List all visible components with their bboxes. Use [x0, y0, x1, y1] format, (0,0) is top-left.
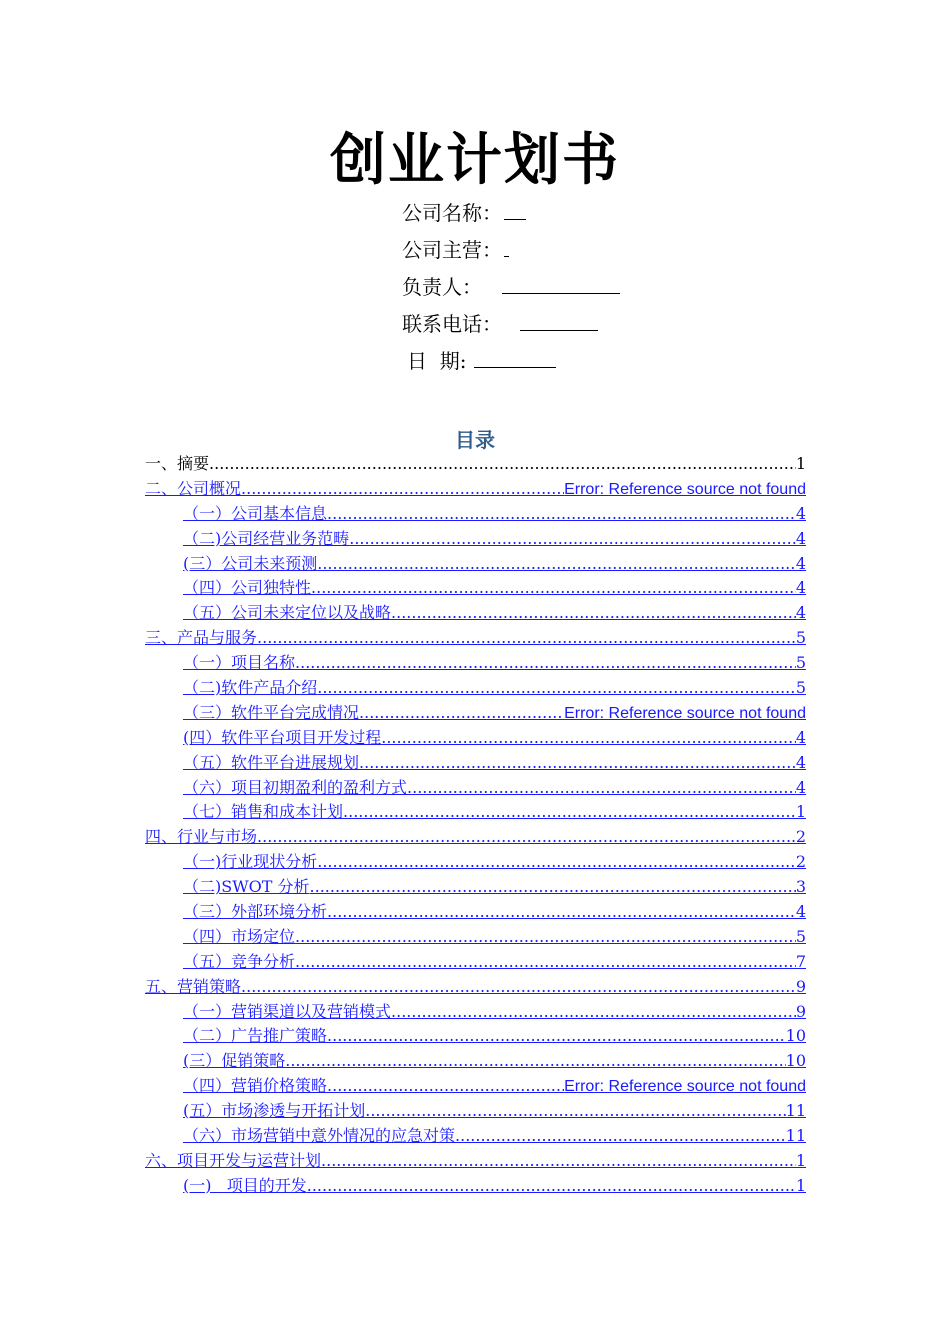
toc-entry-title: （四）公司独特性 — [183, 578, 312, 598]
toc-entry[interactable] — [145, 552, 806, 577]
toc-entry-title: 一、摘要 — [145, 454, 210, 473]
toc-leader-dots — [257, 626, 796, 651]
toc-entry[interactable] — [145, 1000, 806, 1025]
toc-entry[interactable] — [145, 875, 806, 900]
toc-entry-title: 五、营销策略 — [145, 976, 242, 996]
company-name-label: 公司名称： — [402, 201, 502, 225]
toc-leader-dots — [391, 601, 796, 626]
toc-leader-dots — [327, 900, 796, 925]
toc-entry[interactable] — [145, 1124, 806, 1149]
toc-leader-dots — [295, 950, 796, 975]
toc-entry-page: Error: Reference source not found — [564, 704, 806, 722]
toc-entry-title: （六）市场营销中意外情况的应急对策 — [183, 1126, 456, 1146]
toc-entry-page: 4 — [795, 902, 806, 922]
toc-entry-title: (五）市场渗透与开拓计划 — [183, 1101, 366, 1121]
phone-field — [402, 310, 598, 337]
toc-entry[interactable] — [145, 751, 806, 776]
toc-entry-title: （三）软件平台完成情况 — [183, 702, 360, 722]
toc-entry-title: （四）营销价格策略 — [183, 1076, 328, 1096]
toc-entry[interactable] — [145, 825, 806, 850]
toc-entry-page: 4 — [795, 777, 806, 797]
toc-leader-dots — [327, 1024, 786, 1049]
toc-entry[interactable] — [145, 850, 806, 875]
document-title: 创业计划书 — [330, 128, 620, 193]
toc-entry-page: 3 — [795, 877, 806, 897]
toc-entry-title: （六）项目初期盈利的盈利方式 — [183, 777, 408, 797]
toc-leader-dots — [365, 1099, 785, 1124]
company-name-field — [402, 199, 526, 226]
toc-leader-dots — [343, 800, 796, 825]
company-name-blank — [504, 199, 526, 220]
toc-entry-title: （四）市场定位 — [183, 926, 296, 946]
toc-entry-page: 5 — [795, 926, 806, 946]
toc-entry-title: （五）公司未来定位以及战略 — [183, 603, 392, 623]
toc-entry-title: 四、行业与市场 — [145, 827, 258, 847]
toc-leader-dots — [455, 1124, 786, 1149]
toc-leader-dots — [295, 925, 796, 950]
table-of-contents — [145, 452, 806, 1199]
toc-entry — [145, 452, 806, 477]
toc-entry-page: 4 — [795, 503, 806, 523]
toc-leader-dots — [349, 527, 796, 552]
toc-leader-dots — [321, 1149, 796, 1174]
toc-leader-dots — [381, 726, 796, 751]
toc-entry-page: Error: Reference source not found — [564, 1078, 806, 1096]
toc-entry-page: 4 — [795, 553, 806, 573]
phone-label: 联系电话： — [402, 312, 502, 336]
toc-entry-page: 1 — [795, 802, 806, 822]
toc-entry[interactable] — [145, 576, 806, 601]
principal-label: 负责人： — [402, 275, 482, 299]
toc-entry[interactable] — [145, 1074, 806, 1099]
principal-field — [402, 273, 620, 300]
toc-leader-dots — [209, 452, 796, 477]
toc-leader-dots — [241, 975, 796, 1000]
toc-entry-page: 10 — [785, 1051, 806, 1071]
toc-entry[interactable] — [145, 1174, 806, 1199]
toc-entry[interactable] — [145, 1099, 806, 1124]
toc-entry-page: 1 — [795, 1150, 806, 1170]
toc-entry-title: 二、公司概况 — [145, 478, 242, 498]
toc-entry[interactable] — [145, 800, 806, 825]
toc-leader-dots — [327, 1074, 564, 1099]
toc-entry-title: （三）外部环境分析 — [183, 902, 328, 922]
toc-entry-page: 5 — [795, 653, 806, 673]
toc-entry-title: (三）公司未来预测 — [183, 553, 318, 573]
toc-entry-title: （一）公司基本信息 — [183, 503, 328, 523]
toc-entry-title: （一）营销渠道以及营销模式 — [183, 1001, 392, 1021]
toc-leader-dots — [257, 825, 796, 850]
toc-entry-title: （一)行业现状分析 — [183, 852, 318, 872]
toc-entry[interactable] — [145, 975, 806, 1000]
toc-entry[interactable] — [145, 676, 806, 701]
toc-entry-title: （七）销售和成本计划 — [183, 802, 344, 822]
toc-leader-dots — [359, 701, 564, 726]
toc-leader-dots — [317, 552, 796, 577]
toc-entry-title: （五）软件平台进展规划 — [183, 752, 360, 772]
toc-leader-dots — [327, 502, 796, 527]
toc-heading: 目录 — [455, 428, 495, 452]
toc-entry-title: 三、产品与服务 — [145, 628, 258, 648]
toc-entry[interactable] — [145, 726, 806, 751]
toc-entry[interactable] — [145, 701, 806, 726]
toc-entry-title: （一）项目名称 — [183, 653, 296, 673]
toc-entry-page: 4 — [795, 727, 806, 747]
toc-leader-dots — [317, 850, 796, 875]
toc-leader-dots — [391, 1000, 796, 1025]
toc-leader-dots — [241, 477, 564, 502]
principal-blank — [502, 273, 620, 294]
toc-entry-title: （二)SWOT 分析 — [183, 877, 310, 897]
toc-entry-page: 5 — [795, 678, 806, 698]
toc-entry-page: 5 — [795, 628, 806, 648]
toc-leader-dots — [359, 751, 796, 776]
toc-entry[interactable] — [145, 1024, 806, 1049]
toc-entry-page: 10 — [785, 1026, 806, 1046]
toc-entry[interactable] — [145, 651, 806, 676]
toc-leader-dots — [311, 576, 796, 601]
company-business-label: 公司主营： — [402, 238, 502, 262]
toc-entry[interactable] — [145, 477, 806, 502]
toc-entry-title: （五）竞争分析 — [183, 951, 296, 971]
toc-leader-dots — [317, 676, 796, 701]
toc-entry-title: (三）促销策略 — [183, 1051, 286, 1071]
company-business-blank — [504, 236, 509, 257]
toc-entry[interactable] — [145, 502, 806, 527]
toc-entry-page: 1 — [795, 454, 806, 473]
date-field — [407, 347, 556, 374]
date-blank — [474, 347, 556, 368]
toc-entry-page: 4 — [795, 752, 806, 772]
toc-entry[interactable] — [145, 925, 806, 950]
toc-entry-title: （二)软件产品介绍 — [183, 678, 318, 698]
toc-entry-page: 7 — [795, 951, 806, 971]
toc-entry-title: （二)公司经营业务范畴 — [183, 528, 350, 548]
toc-entry[interactable] — [145, 900, 806, 925]
date-label: 日 期: — [407, 349, 467, 373]
toc-entry[interactable] — [145, 776, 806, 801]
phone-blank — [520, 310, 598, 331]
toc-leader-dots — [295, 651, 796, 676]
toc-entry-page: 11 — [785, 1126, 806, 1146]
toc-leader-dots — [285, 1049, 785, 1074]
toc-entry[interactable] — [145, 1049, 806, 1074]
toc-entry[interactable] — [145, 950, 806, 975]
toc-entry-page: 9 — [795, 976, 806, 996]
toc-entry-title: (一) 项目的开发 — [183, 1175, 307, 1195]
toc-entry-title: 六、项目开发与运营计划 — [145, 1150, 322, 1170]
toc-entry-page: 4 — [795, 578, 806, 598]
toc-leader-dots — [310, 875, 796, 900]
toc-entry-page: 4 — [795, 528, 806, 548]
company-business-field — [402, 236, 509, 263]
toc-entry-title: (四）软件平台项目开发过程 — [183, 727, 382, 747]
toc-entry[interactable] — [145, 626, 806, 651]
toc-leader-dots — [407, 776, 796, 801]
toc-leader-dots — [307, 1174, 796, 1199]
toc-entry-page: 2 — [795, 852, 806, 872]
toc-entry-page: 2 — [795, 827, 806, 847]
toc-entry-title: （二）广告推广策略 — [183, 1026, 328, 1046]
toc-entry-page: 4 — [795, 603, 806, 623]
toc-entry[interactable] — [145, 1149, 806, 1174]
toc-entry-page: 1 — [795, 1175, 806, 1195]
toc-entry-page: 11 — [785, 1101, 806, 1121]
toc-entry-page: Error: Reference source not found — [564, 480, 806, 498]
toc-entry[interactable] — [145, 601, 806, 626]
toc-entry-page: 9 — [795, 1001, 806, 1021]
toc-entry[interactable] — [145, 527, 806, 552]
